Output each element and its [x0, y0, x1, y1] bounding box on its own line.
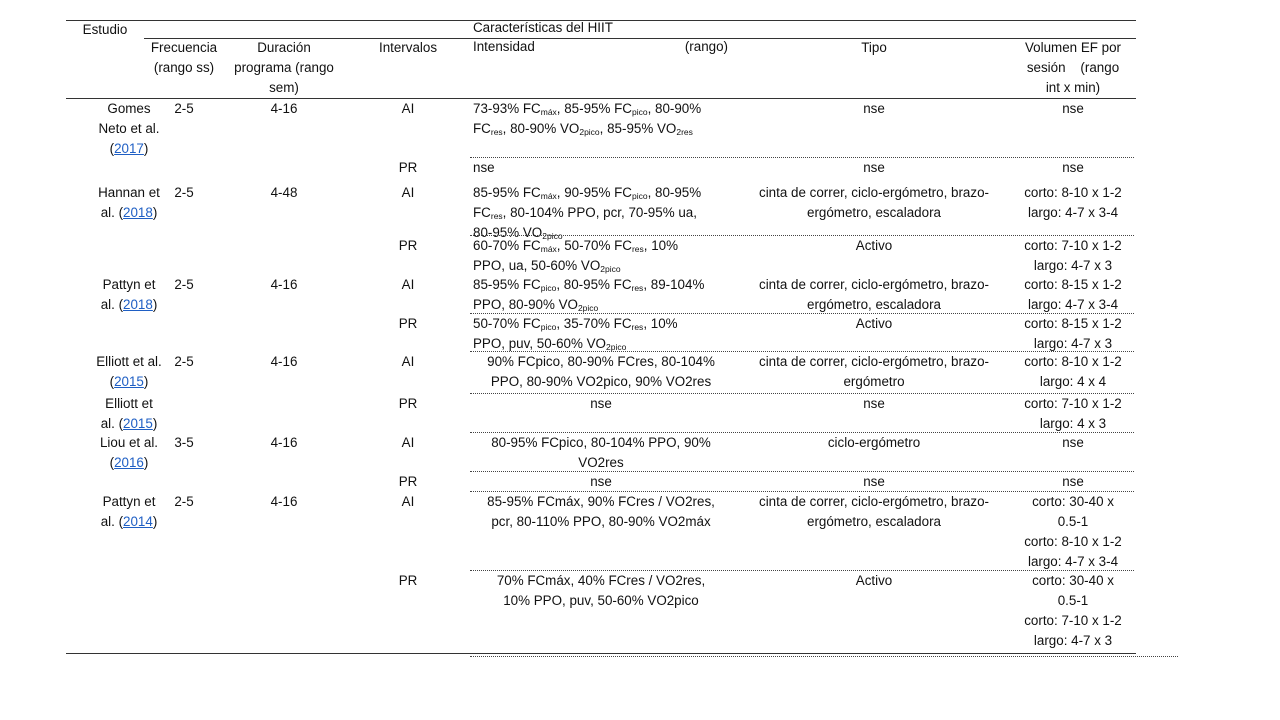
- tipo-cell: [744, 492, 1004, 532]
- header-caracteristicas: Características del HIIT: [473, 20, 613, 35]
- study-close: ): [152, 205, 158, 220]
- intensidad-line: [473, 512, 729, 532]
- tipo-line: Activo: [855, 573, 893, 588]
- intervalo-cell: PR: [398, 396, 418, 411]
- intensidad-line: [473, 571, 729, 591]
- study-close: ): [143, 455, 149, 470]
- table-bottom-rule: [66, 653, 1136, 654]
- volumen-cell: [1012, 492, 1134, 572]
- intensidad-line: [473, 591, 729, 611]
- volumen-cell: [1012, 99, 1134, 119]
- tipo-cell: [744, 433, 1004, 453]
- intensidad-text: PPO, 80-90% VO: [473, 297, 578, 312]
- intensidad-text: 73-93% FC: [473, 101, 541, 116]
- study-text: al. (: [100, 205, 124, 220]
- frecuencia-cell: 2-5: [174, 101, 194, 116]
- volumen-line: corto: 8-15 x 1-2: [1024, 277, 1122, 292]
- intensidad-text: , 80-90%: [647, 101, 702, 116]
- citation-year-link[interactable]: 2015: [123, 416, 153, 431]
- volumen-cell: [1012, 314, 1134, 354]
- volumen-line: largo: 4-7 x 3: [1033, 633, 1113, 648]
- intensidad-text: 85-95% FC: [473, 185, 541, 200]
- volumen-cell: [1012, 571, 1134, 651]
- intensidad-text: , 80-90% VO: [502, 121, 580, 136]
- tipo-line: ergómetro, escaladora: [807, 514, 941, 529]
- intensidad-cell: [473, 158, 729, 178]
- volumen-line: corto: 8-10 x 1-2: [1024, 534, 1122, 549]
- intensidad-subscript: res: [490, 211, 503, 221]
- study-text: al. (: [100, 416, 124, 431]
- tipo-line: nse: [863, 160, 885, 175]
- intensidad-line: [473, 158, 729, 178]
- frecuencia-cell: 2-5: [174, 277, 194, 292]
- row-separator: [470, 471, 1134, 472]
- intensidad-text: , 85-95% FC: [556, 101, 632, 116]
- tipo-line: nse: [863, 396, 885, 411]
- volumen-line: corto: 7-10 x 1-2: [1024, 613, 1122, 628]
- intensidad-subscript: 2pico: [605, 342, 627, 352]
- header-frecuencia-2: (rango ss): [153, 60, 215, 75]
- volumen-cell: [1012, 158, 1134, 178]
- intensidad-cell: [473, 571, 729, 611]
- intervalo-cell: AI: [401, 101, 415, 116]
- study-close: ): [152, 297, 158, 312]
- header-duracion-1: Duración: [257, 40, 311, 55]
- intensidad-subscript: 2pico: [542, 231, 563, 241]
- intervalo-cell: PR: [398, 160, 418, 175]
- intensidad-cell: [473, 236, 729, 276]
- study-line: [66, 295, 192, 315]
- volumen-line: corto: 8-15 x 1-2: [1024, 316, 1122, 331]
- volumen-cell: [1012, 236, 1134, 276]
- tipo-cell: [744, 472, 1004, 492]
- frecuencia-cell: 2-5: [174, 185, 194, 200]
- study-text: al. (: [100, 514, 124, 529]
- intensidad-text: , 90-95% FC: [556, 185, 632, 200]
- row-separator: [470, 157, 1134, 158]
- intensidad-line: [473, 275, 729, 295]
- intensidad-line: [473, 99, 729, 119]
- study-text: Hannan et: [98, 185, 160, 200]
- tipo-cell: [744, 352, 1004, 392]
- tipo-cell: [744, 236, 1004, 256]
- tipo-line: Activo: [855, 316, 893, 331]
- volumen-cell: [1012, 472, 1134, 492]
- intensidad-text: 85-95% FC: [473, 277, 541, 292]
- header-intervalos: Intervalos: [378, 40, 438, 55]
- study-line: [66, 414, 192, 434]
- citation-year-link[interactable]: 2017: [114, 141, 144, 156]
- frecuencia-cell: 2-5: [174, 354, 194, 369]
- header-volumen-2: sesión (rango: [1026, 60, 1120, 75]
- intensidad-subscript: pico: [540, 283, 557, 293]
- tipo-line: cinta de correr, ciclo-ergómetro, brazo-: [759, 354, 989, 369]
- intensidad-subscript: 2res: [676, 127, 693, 137]
- intensidad-text: nse: [590, 474, 612, 489]
- volumen-cell: [1012, 433, 1134, 453]
- intensidad-text: FC: [473, 121, 491, 136]
- volumen-line: nse: [1062, 435, 1084, 450]
- intensidad-text: , 50-70% FC: [556, 238, 632, 253]
- intensidad-text: VO2res: [578, 455, 624, 470]
- row-separator: [470, 393, 1134, 394]
- header-estudio: Estudio: [82, 22, 128, 37]
- intervalo-cell: AI: [401, 435, 415, 450]
- tipo-line: nse: [863, 474, 885, 489]
- row-separator: [470, 491, 1134, 492]
- top-rule: [66, 20, 1136, 21]
- header-duracion-2: programa (rango: [234, 60, 334, 75]
- intensidad-subscript: res: [490, 127, 503, 137]
- tipo-line: ciclo-ergómetro: [827, 435, 921, 450]
- intensidad-line: [473, 394, 729, 414]
- intensidad-cell: [473, 183, 729, 243]
- tipo-line: ergómetro, escaladora: [807, 297, 941, 312]
- volumen-line: corto: 7-10 x 1-2: [1024, 396, 1122, 411]
- duracion-cell: 4-16: [270, 101, 298, 116]
- study-close: ): [143, 141, 149, 156]
- row-separator: [470, 432, 1134, 433]
- intensidad-subscript: pico: [540, 322, 557, 332]
- study-cell: [66, 394, 192, 434]
- header-intensidad: Intensidad: [473, 39, 535, 54]
- volumen-line: corto: 8-10 x 1-2: [1024, 354, 1122, 369]
- study-line: [66, 203, 192, 223]
- study-line: [66, 453, 192, 473]
- header-duracion-3: sem): [269, 80, 299, 95]
- intensidad-subscript: res: [631, 322, 644, 332]
- duracion-cell: 4-48: [270, 185, 298, 200]
- citation-year-link[interactable]: 2015: [114, 374, 144, 389]
- intensidad-text: 90% FCpico, 80-90% FCres, 80-104%: [487, 354, 715, 369]
- tipo-cell: [744, 314, 1004, 334]
- intensidad-subscript: pico: [631, 191, 648, 201]
- intensidad-subscript: pico: [631, 107, 648, 117]
- intensidad-line: [473, 256, 729, 276]
- volumen-line: corto: 8-10 x 1-2: [1024, 185, 1122, 200]
- volumen-line: largo: 4-7 x 3-4: [1027, 205, 1119, 220]
- intensidad-text: , 85-95% VO: [599, 121, 677, 136]
- intensidad-text: 50-70% FC: [473, 316, 541, 331]
- volumen-cell: [1012, 183, 1134, 223]
- row-separator: [470, 570, 1134, 571]
- tipo-cell: [744, 183, 1004, 223]
- study-text: Elliott et: [105, 396, 153, 411]
- intensidad-subscript: máx: [540, 107, 557, 117]
- intensidad-line: [473, 433, 729, 453]
- duracion-cell: 4-16: [270, 354, 298, 369]
- tipo-line: ergómetro, escaladora: [807, 205, 941, 220]
- study-close: ): [143, 374, 149, 389]
- intensidad-cell: [473, 492, 729, 532]
- intensidad-text: 70% FCmáx, 40% FCres / VO2res,: [496, 573, 706, 588]
- header-rango: (rango): [684, 39, 728, 54]
- intensidad-text: 80-95% VO: [473, 225, 543, 240]
- study-text: Pattyn et: [102, 494, 156, 509]
- study-close: ): [152, 416, 158, 431]
- volumen-line: largo: 4-7 x 3-4: [1027, 297, 1119, 312]
- volumen-cell: [1012, 352, 1134, 392]
- study-line: [66, 512, 192, 532]
- frecuencia-cell: 3-5: [174, 435, 194, 450]
- header-volumen-1: Volumen EF por: [1024, 40, 1122, 55]
- intervalo-cell: AI: [401, 277, 415, 292]
- intensidad-line: [473, 453, 729, 473]
- intensidad-text: FC: [473, 205, 491, 220]
- study-close: ): [152, 514, 158, 529]
- header-tipo: Tipo: [861, 40, 887, 55]
- intensidad-text: , 89-104%: [643, 277, 705, 292]
- intensidad-subscript: res: [631, 283, 644, 293]
- intervalo-cell: AI: [401, 185, 415, 200]
- intensidad-subscript: 2pico: [579, 127, 600, 137]
- tipo-cell: [744, 99, 1004, 119]
- intensidad-subscript: res: [631, 244, 644, 254]
- intensidad-cell: [473, 352, 729, 392]
- volumen-line: corto: 30-40 x: [1032, 573, 1114, 588]
- row-separator: [470, 656, 1178, 657]
- tipo-line: cinta de correr, ciclo-ergómetro, brazo-: [759, 185, 989, 200]
- intervalo-cell: PR: [398, 316, 418, 331]
- intensidad-cell: [473, 472, 729, 492]
- study-text: (: [109, 374, 115, 389]
- volumen-line: 0.5-1: [1057, 514, 1089, 529]
- volumen-line: corto: 7-10 x 1-2: [1024, 238, 1122, 253]
- intensidad-line: [473, 472, 729, 492]
- intensidad-text: 60-70% FC: [473, 238, 541, 253]
- intensidad-text: , 35-70% FC: [556, 316, 632, 331]
- intensidad-text: , 10%: [643, 238, 679, 253]
- volumen-line: largo: 4 x 3: [1039, 416, 1107, 431]
- intensidad-line: [473, 203, 729, 223]
- tipo-cell: [744, 158, 1004, 178]
- study-text: (: [109, 455, 115, 470]
- intensidad-cell: [473, 394, 729, 414]
- intensidad-text: , 80-104% PPO, pcr, 70-95% ua,: [502, 205, 697, 220]
- intervalo-cell: PR: [398, 474, 418, 489]
- volumen-line: largo: 4-7 x 3: [1033, 336, 1113, 351]
- study-text: Pattyn et: [102, 277, 156, 292]
- intensidad-line: [473, 314, 729, 334]
- row-separator: [470, 235, 1134, 236]
- study-text: Liou et al.: [99, 435, 159, 450]
- intensidad-text: , 80-95% FC: [556, 277, 632, 292]
- row-separator: [470, 351, 1134, 352]
- intensidad-cell: [473, 99, 729, 139]
- tipo-line: Activo: [855, 238, 893, 253]
- volumen-line: largo: 4 x 4: [1039, 374, 1107, 389]
- intensidad-text: nse: [590, 396, 612, 411]
- study-text: Neto et al.: [98, 121, 160, 136]
- intensidad-text: 10% PPO, puv, 50-60% VO2pico: [503, 593, 699, 608]
- intensidad-text: nse: [473, 160, 495, 175]
- intensidad-subscript: 2pico: [577, 303, 599, 313]
- header-frecuencia-1: Frecuencia: [150, 40, 218, 55]
- intensidad-cell: [473, 314, 729, 354]
- intervalo-cell: PR: [398, 573, 418, 588]
- intensidad-line: [473, 119, 729, 139]
- intensidad-text: PPO, ua, 50-60% VO: [473, 258, 601, 273]
- intensidad-subscript: 2pico: [600, 264, 621, 274]
- intensidad-line: [473, 372, 729, 392]
- study-line: [66, 394, 192, 414]
- intensidad-text: 80-95% FCpico, 80-104% PPO, 90%: [491, 435, 711, 450]
- tipo-cell: [744, 275, 1004, 315]
- volumen-line: largo: 4-7 x 3: [1033, 258, 1113, 273]
- tipo-line: cinta de correr, ciclo-ergómetro, brazo-: [759, 494, 989, 509]
- tipo-line: ergómetro: [843, 374, 905, 389]
- tipo-line: cinta de correr, ciclo-ergómetro, brazo-: [759, 277, 989, 292]
- study-text: Gomes: [107, 101, 151, 116]
- volumen-line: corto: 30-40 x: [1032, 494, 1114, 509]
- study-text: al. (: [100, 297, 124, 312]
- row-separator: [470, 313, 1134, 314]
- intervalo-cell: AI: [401, 354, 415, 369]
- intensidad-text: , 10%: [643, 316, 678, 331]
- intensidad-cell: [473, 433, 729, 473]
- intensidad-line: [473, 352, 729, 372]
- volumen-line: nse: [1062, 474, 1084, 489]
- intervalo-cell: AI: [401, 494, 415, 509]
- citation-year-link[interactable]: 2018: [123, 297, 153, 312]
- volumen-cell: [1012, 275, 1134, 315]
- intensidad-cell: [473, 275, 729, 315]
- header-sub-rule: [144, 38, 1136, 39]
- intensidad-line: [473, 492, 729, 512]
- intensidad-text: PPO, puv, 50-60% VO: [473, 336, 606, 351]
- duracion-cell: 4-16: [270, 435, 298, 450]
- tipo-cell: [744, 394, 1004, 414]
- study-line: [66, 119, 192, 139]
- intensidad-line: [473, 295, 729, 315]
- citation-year-link[interactable]: 2018: [123, 205, 153, 220]
- frecuencia-cell: 2-5: [174, 494, 194, 509]
- volumen-line: 0.5-1: [1057, 593, 1089, 608]
- citation-year-link[interactable]: 2014: [123, 514, 153, 529]
- volumen-line: nse: [1062, 160, 1084, 175]
- study-text: (: [109, 141, 115, 156]
- intervalo-cell: PR: [398, 238, 418, 253]
- volumen-line: largo: 4-7 x 3-4: [1027, 554, 1119, 569]
- tipo-cell: [744, 571, 1004, 591]
- tipo-line: nse: [863, 101, 885, 116]
- intensidad-text: 85-95% FCmáx, 90% FCres / VO2res,: [487, 494, 715, 509]
- duracion-cell: 4-16: [270, 277, 298, 292]
- intensidad-subscript: máx: [540, 191, 557, 201]
- intensidad-subscript: máx: [540, 244, 557, 254]
- study-text: Elliott et al.: [96, 354, 162, 369]
- header-volumen-3: int x min): [1045, 80, 1101, 95]
- intensidad-text: , 80-95%: [647, 185, 702, 200]
- study-line: [66, 372, 192, 392]
- intensidad-text: PPO, 80-90% VO2pico, 90% VO2res: [490, 374, 712, 389]
- volumen-line: nse: [1062, 101, 1084, 116]
- intensidad-line: [473, 236, 729, 256]
- intensidad-text: pcr, 80-110% PPO, 80-90% VO2máx: [491, 514, 711, 529]
- volumen-cell: [1012, 394, 1134, 434]
- intensidad-line: [473, 183, 729, 203]
- citation-year-link[interactable]: 2016: [114, 455, 144, 470]
- duracion-cell: 4-16: [270, 494, 298, 509]
- study-line: [66, 139, 192, 159]
